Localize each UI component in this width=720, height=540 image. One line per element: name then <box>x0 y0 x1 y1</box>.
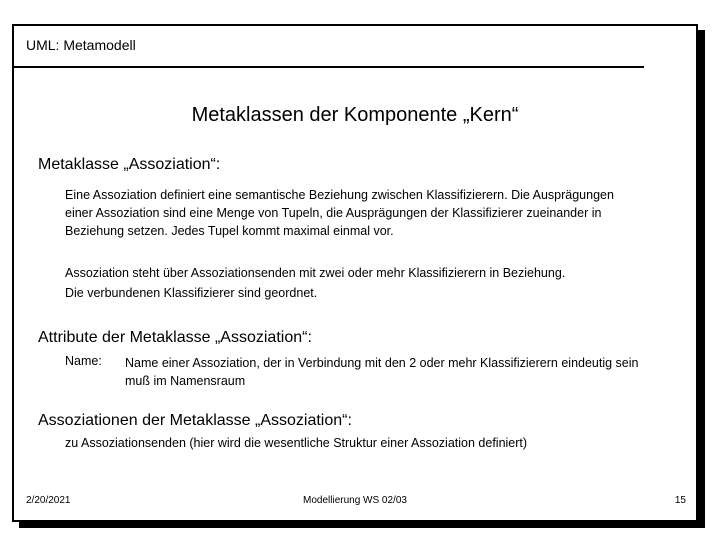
association-definition: Eine Assoziation definiert eine semantische Beziehung zwischen Klassifizierern. Die Ausprägungen einer Assoziation sind eine Menge von Tupeln, die Ausprägungen der Klassifizierer zueinander in Beziehung setzen. Jedes Tupel kommt maximal einmal vor. <box>65 188 614 238</box>
attribute-name-description: Name einer Assoziation, der in Verbindung mit den 2 oder mehr Klassifizierern eindeutig sein muß im Namensraum <box>125 356 639 388</box>
association-ends-line-1: Assoziation steht über Assoziationsenden mit zwei oder mehr Klassifizierern in Beziehung. <box>65 266 566 280</box>
footer-course: Modellierung WS 02/03 <box>303 495 407 506</box>
slide <box>12 24 698 522</box>
footer-date: 2/20/2021 <box>26 495 71 506</box>
header-divider <box>14 66 644 68</box>
slide-title: Metaklassen der Komponente „Kern“ <box>191 104 519 126</box>
associations-text: zu Assoziationsenden (hier wird die wesentliche Struktur einer Assoziation definiert) <box>65 436 528 450</box>
associations-heading: Assoziationen der Metaklasse „Assoziation“: <box>38 412 352 429</box>
association-heading: Metaklasse „Assoziation“: <box>38 156 221 173</box>
association-ends-paragraph <box>65 263 655 303</box>
footer-page-number: 15 <box>674 495 686 506</box>
association-ends-line-2: Die verbundenen Klassifizierer sind geordnet. <box>65 286 318 300</box>
header-title: UML: Metamodell <box>26 37 136 53</box>
attributes-heading: Attribute der Metaklasse „Assoziation“: <box>38 329 312 346</box>
attribute-name-key: Name: <box>65 354 102 368</box>
